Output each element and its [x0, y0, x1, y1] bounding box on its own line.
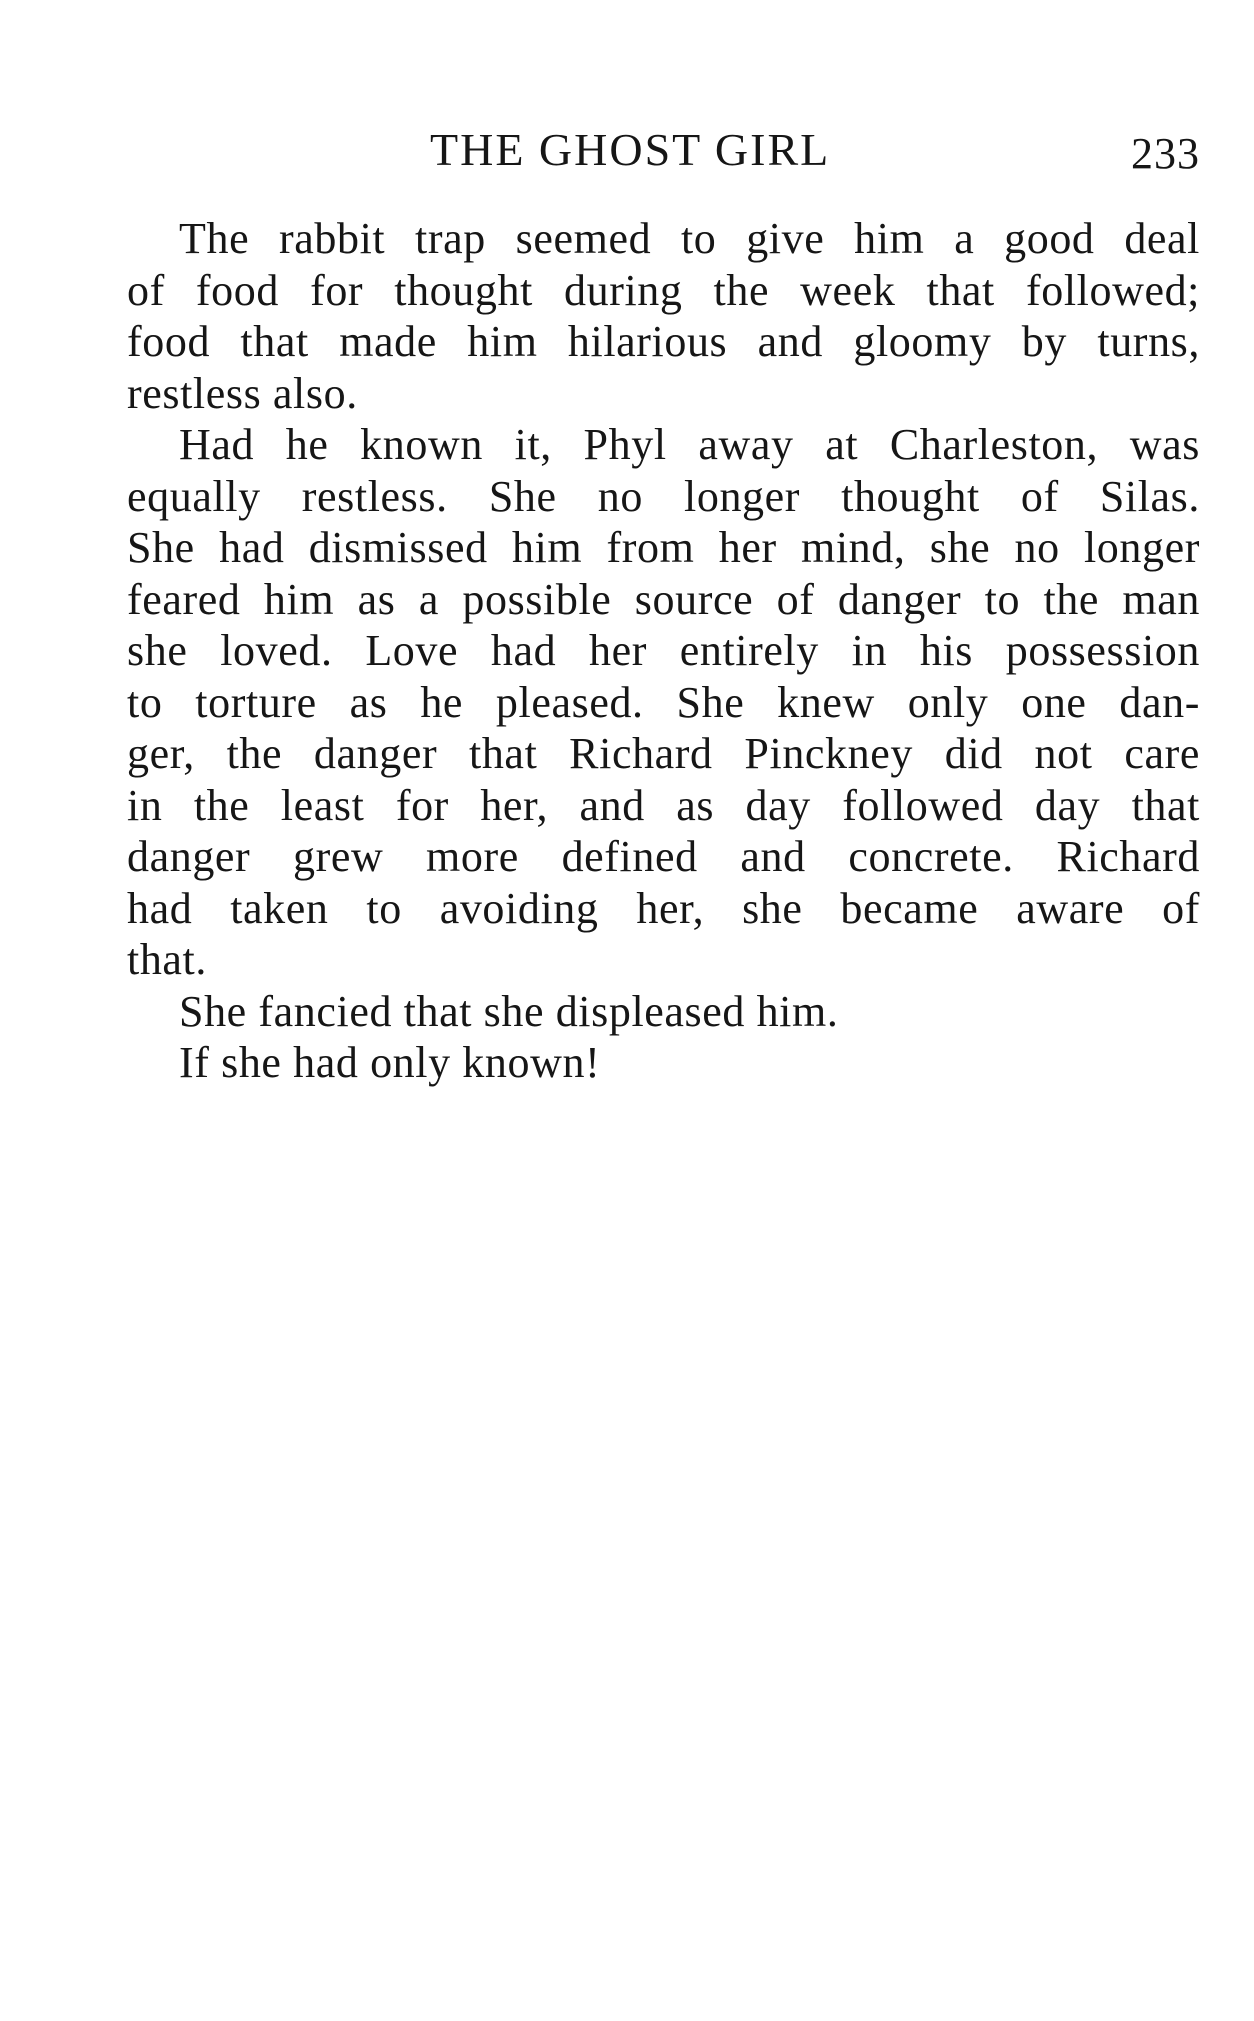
text-line: to torture as he pleased. She knew only one dan-: [127, 677, 1200, 727]
text-line: ger, the danger that Richard Pinckney did not care: [127, 729, 1200, 778]
text-line: Had he known it, Phyl away at Charleston, was: [179, 420, 1200, 469]
text-line: The rabbit trap seemed to give him a good deal: [179, 214, 1200, 263]
text-line: restless also.: [127, 368, 358, 418]
running-title: THE GHOST GIRL: [430, 124, 831, 175]
text-line: in the least for her, and as day followed day that: [127, 780, 1200, 830]
body-text: [127, 213, 1200, 1089]
text-line: food that made him hilarious and gloomy by turns,: [127, 317, 1200, 366]
page-number: 233: [1131, 129, 1200, 178]
text-line: She had dismissed him from her mind, she no longer: [127, 523, 1200, 572]
text-line: She fancied that she displeased him.: [179, 986, 839, 1036]
text-line: equally restless. She no longer thought of Silas.: [127, 471, 1200, 521]
text-line: that.: [127, 935, 207, 984]
text-line: If she had only known!: [179, 1038, 601, 1087]
running-head: [127, 122, 1200, 182]
text-line: of food for thought during the week that followed;: [127, 265, 1200, 315]
text-line: danger grew more defined and concrete. Richard: [127, 832, 1200, 881]
text-line: feared him as a possible source of danger to the man: [127, 574, 1200, 624]
text-line: had taken to avoiding her, she became aware of: [127, 883, 1200, 933]
text-line: she loved. Love had her entirely in his possession: [127, 626, 1200, 675]
